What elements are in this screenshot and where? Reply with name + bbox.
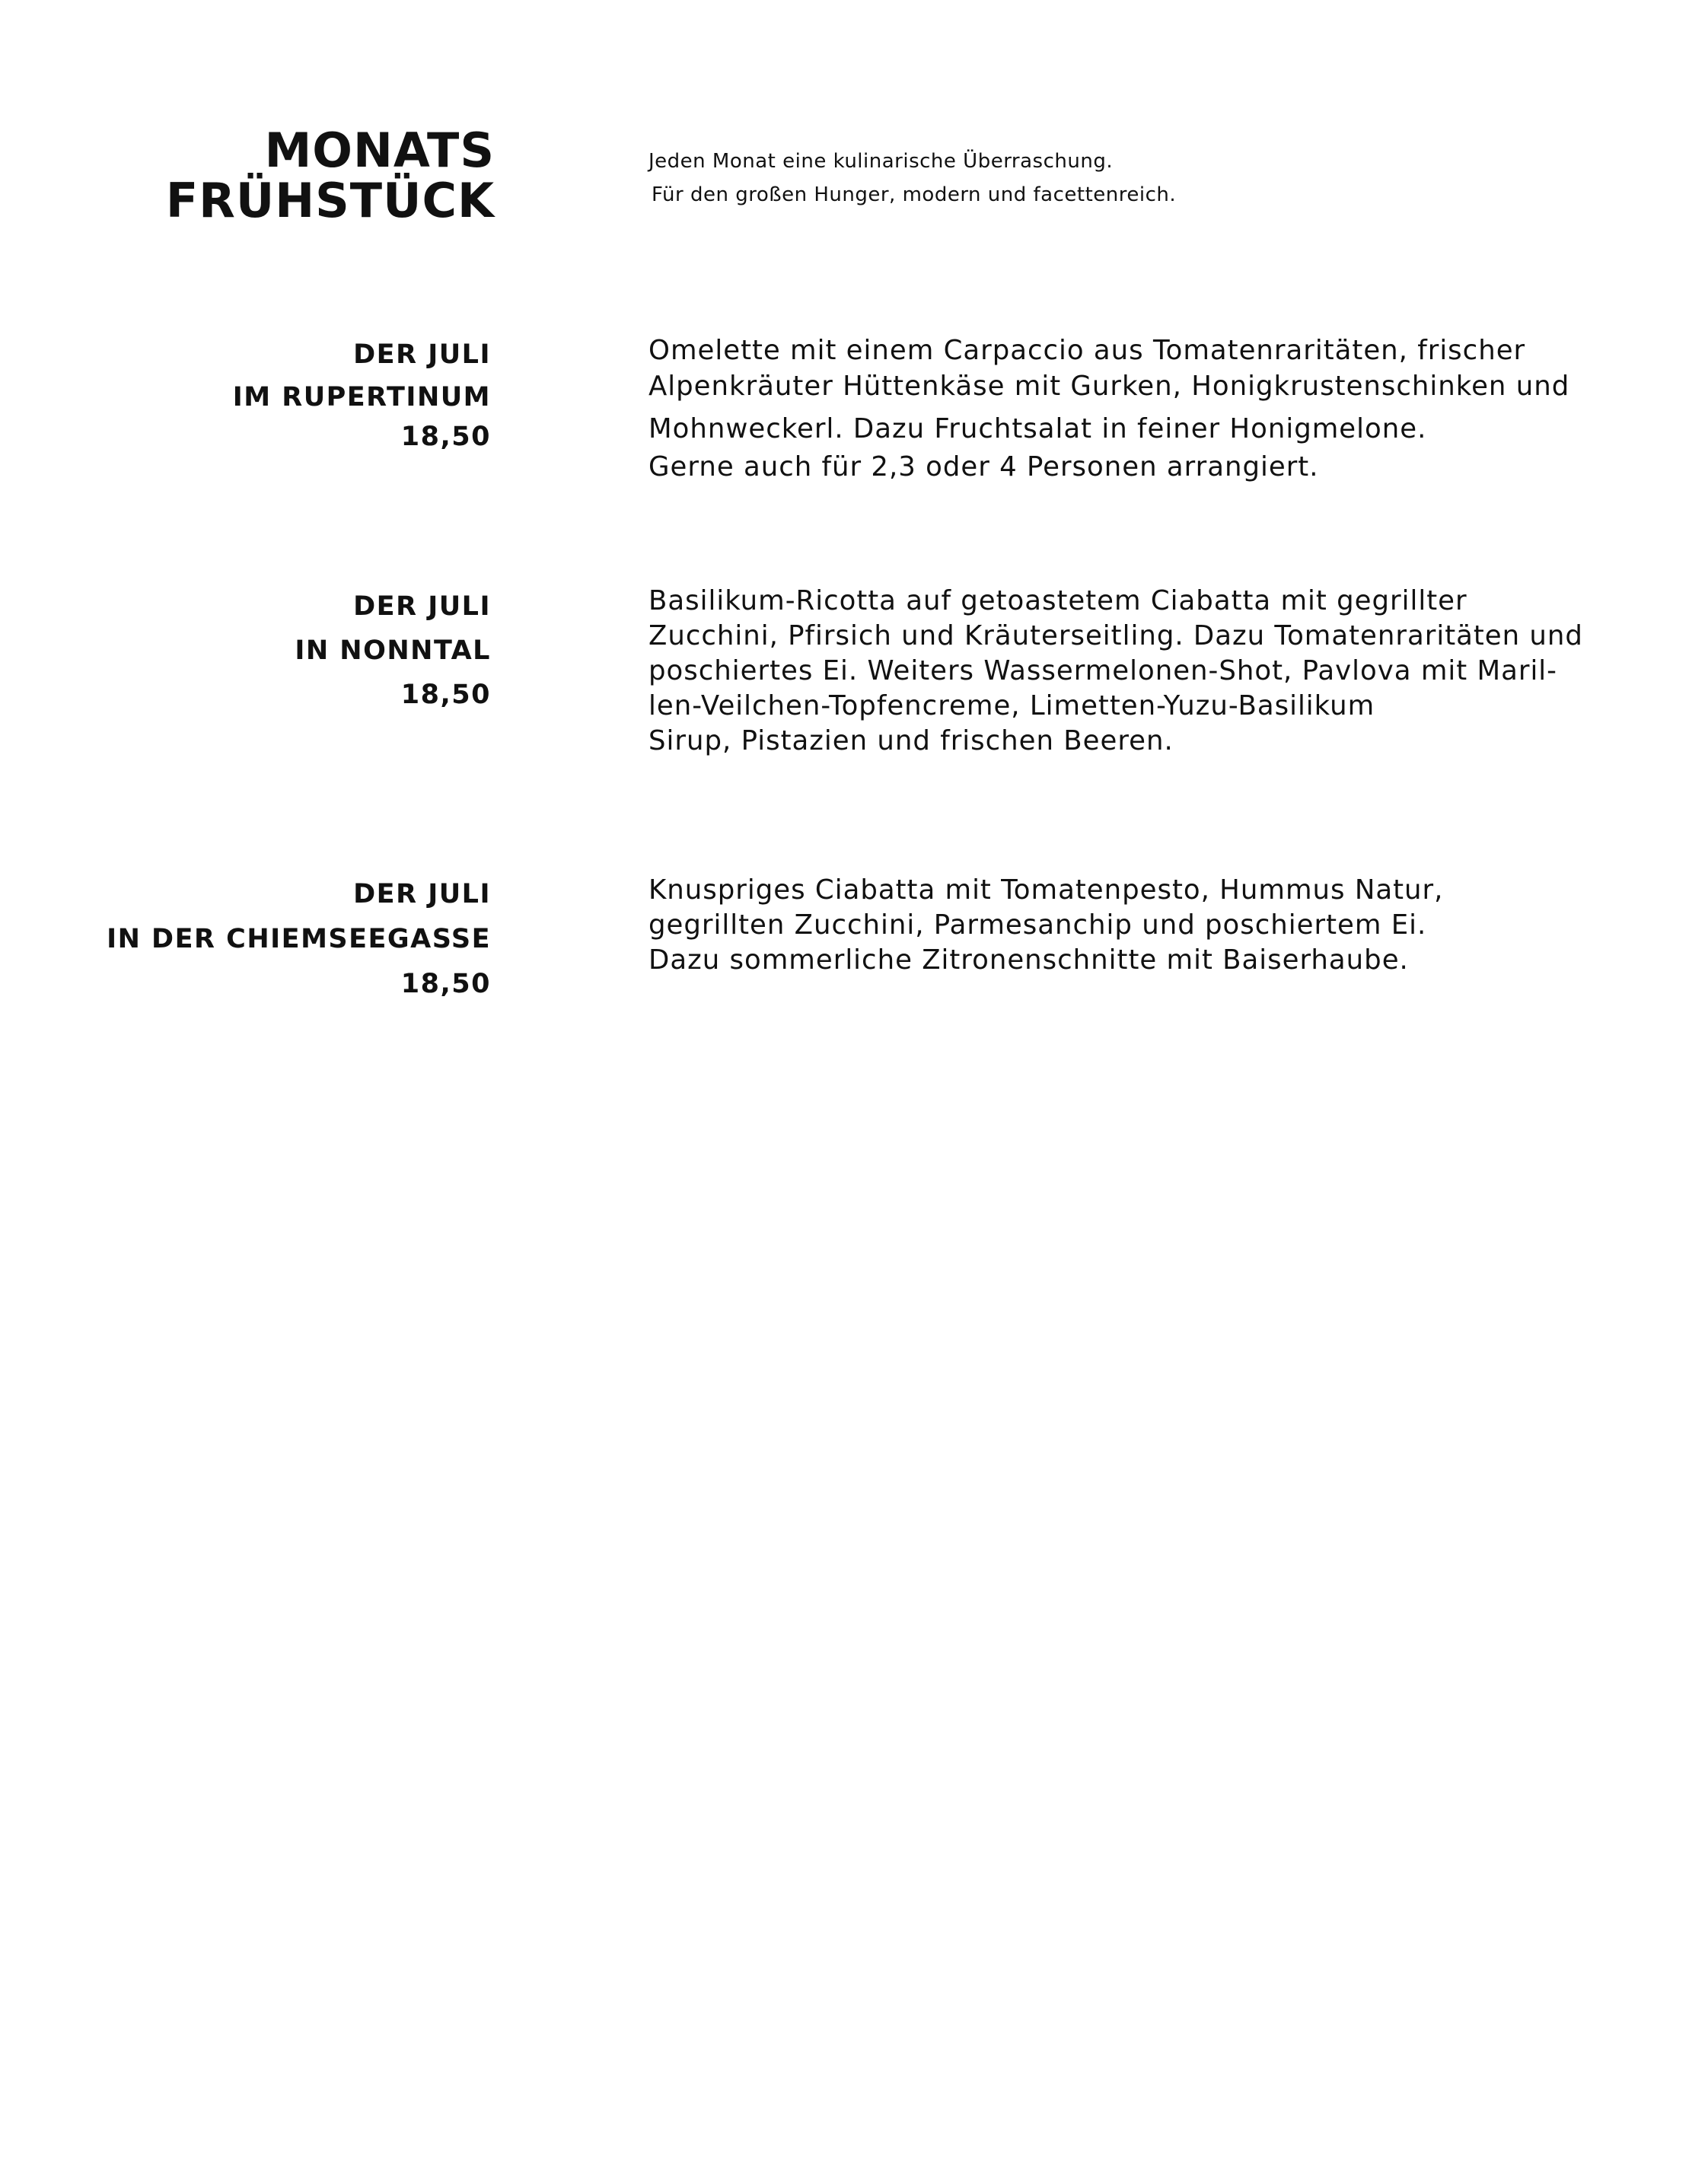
menu-item-1-heading (233, 333, 491, 458)
description-line: len-Veilchen-Topfencreme, Limetten-Yuzu-Basilikum (648, 690, 1375, 721)
description-line: Mohnweckerl. Dazu Fruchtsalat in feiner Honigmelone. (648, 413, 1427, 444)
menu-item-3-heading (107, 872, 491, 1007)
intro-text (648, 145, 1176, 212)
description-line: Alpenkräuter Hüttenkäse mit Gurken, Honigkrustenschinken und (648, 371, 1570, 402)
page-title-line-2: FRÜHSTÜCK (165, 173, 495, 228)
menu-item-month: DER JULI (353, 879, 491, 909)
menu-item-month: DER JULI (353, 591, 491, 622)
intro-line-1: Jeden Monat eine kulinarische Überraschung. (648, 150, 1114, 173)
description-line: poschiertes Ei. Weiters Wassermelonen-Shot, Pavlova mit Maril- (648, 655, 1557, 686)
page-title-line-1: MONATS (264, 123, 495, 178)
description-line: Knuspriges Ciabatta mit Tomatenpesto, Hummus Natur, (648, 874, 1444, 906)
description-line: Basilikum-Ricotta auf getoastetem Ciabatta mit gegrillter (648, 585, 1467, 616)
page-title (165, 123, 495, 228)
menu-item-3-description (648, 873, 1443, 978)
description-line: Sirup, Pistazien und frischen Beeren. (648, 725, 1174, 756)
menu-item-location: IN DER CHIEMSEEGASSE (107, 924, 491, 954)
menu-item-month: DER JULI (353, 339, 491, 370)
menu-item-2-description (648, 584, 1583, 759)
menu-item-2-heading (295, 584, 491, 717)
description-line: Zucchini, Pfirsich und Kräuterseitling. Dazu Tomatenraritäten und (648, 620, 1583, 651)
description-line: Gerne auch für 2,3 oder 4 Personen arrangiert. (648, 451, 1319, 482)
description-line: Omelette mit einem Carpaccio aus Tomatenraritäten, frischer (648, 335, 1526, 366)
menu-item-location: IM RUPERTINUM (232, 382, 491, 412)
menu-item-price: 18,50 (400, 422, 491, 452)
description-line: gegrillten Zucchini, Parmesanchip und poschiertem Ei. (648, 909, 1427, 941)
menu-item-1-description (648, 333, 1569, 485)
menu-item-price: 18,50 (400, 680, 491, 710)
menu-item-price: 18,50 (400, 969, 491, 999)
description-line: Dazu sommerliche Zitronenschnitte mit Baiserhaube. (648, 944, 1409, 976)
intro-line-2: Für den großen Hunger, modern und facettenreich. (652, 183, 1177, 206)
menu-item-location: IN NONNTAL (295, 635, 491, 666)
